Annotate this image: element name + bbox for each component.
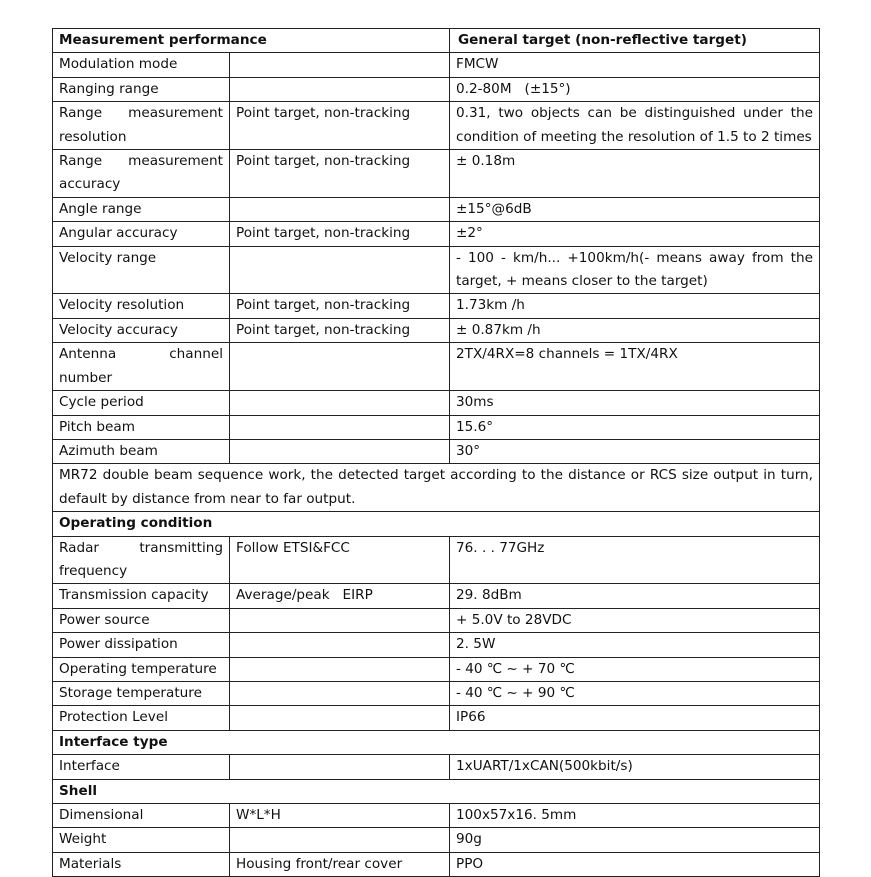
note-row (53, 464, 820, 512)
spec-table (52, 28, 820, 877)
value-cell: 0.31, two objects can be distinguished under the condition of meeting the resolution of 1.5 to 2 times (450, 102, 820, 150)
condition-cell: Point target, non-tracking (230, 318, 450, 342)
table-row (53, 77, 820, 101)
condition-cell: Housing front/rear cover (230, 852, 450, 876)
parameter-cell: Azimuth beam (53, 439, 230, 463)
table-row (53, 828, 820, 852)
table-row (53, 246, 820, 294)
value-cell: - 40 ℃ ~ + 70 ℃ (450, 657, 820, 681)
section-header-row (53, 779, 820, 803)
condition-cell: Follow ETSI&FCC (230, 536, 450, 584)
table-header-row (53, 29, 820, 53)
table-row (53, 681, 820, 705)
condition-cell: Point target, non-tracking (230, 102, 450, 150)
section-title: Operating condition (53, 512, 820, 536)
value-cell: ±15°@6dB (450, 197, 820, 221)
table-row (53, 608, 820, 632)
value-cell: 1xUART/1xCAN(500kbit/s) (450, 755, 820, 779)
condition-cell (230, 391, 450, 415)
value-cell: 76. . . 77GHz (450, 536, 820, 584)
value-cell: + 5.0V to 28VDC (450, 608, 820, 632)
value-cell: 30ms (450, 391, 820, 415)
value-cell: 15.6° (450, 415, 820, 439)
parameter-cell: Ranging range (53, 77, 230, 101)
table-row (53, 584, 820, 608)
table-row (53, 415, 820, 439)
parameter-cell: Cycle period (53, 391, 230, 415)
value-cell: - 100 - km/h... +100km/h(- means away from the target, + means closer to the target) (450, 246, 820, 294)
table-row (53, 536, 820, 584)
table-row (53, 53, 820, 77)
table-row (53, 222, 820, 246)
condition-cell (230, 53, 450, 77)
section-title: Interface type (53, 730, 820, 754)
parameter-cell: Protection Level (53, 706, 230, 730)
parameter-cell: Modulation mode (53, 53, 230, 77)
parameter-cell: Power source (53, 608, 230, 632)
table-row (53, 755, 820, 779)
section-header-row (53, 730, 820, 754)
parameter-cell: Operating temperature (53, 657, 230, 681)
value-cell: ± 0.87km /h (450, 318, 820, 342)
condition-cell (230, 633, 450, 657)
value-cell: 1.73km /h (450, 294, 820, 318)
header-general-target: General target (non-reflective target) (450, 29, 820, 53)
table-row (53, 706, 820, 730)
value-cell: IP66 (450, 706, 820, 730)
value-cell: 2TX/4RX=8 channels = 1TX/4RX (450, 343, 820, 391)
parameter-cell: Power dissipation (53, 633, 230, 657)
header-measurement-performance: Measurement performance (53, 29, 450, 53)
table-row (53, 343, 820, 391)
condition-cell (230, 608, 450, 632)
condition-cell (230, 755, 450, 779)
table-row (53, 294, 820, 318)
table-row (53, 852, 820, 876)
value-cell: FMCW (450, 53, 820, 77)
parameter-cell: Interface (53, 755, 230, 779)
condition-cell (230, 415, 450, 439)
condition-cell (230, 681, 450, 705)
condition-cell: Average/peak EIRP (230, 584, 450, 608)
table-row (53, 318, 820, 342)
parameter-cell: Storage temperature (53, 681, 230, 705)
condition-cell (230, 828, 450, 852)
parameter-cell: Range measurement resolution (53, 102, 230, 150)
value-cell: 100x57x16. 5mm (450, 804, 820, 828)
table-row (53, 150, 820, 198)
value-cell: ± 0.18m (450, 150, 820, 198)
section-header-row (53, 512, 820, 536)
value-cell: - 40 ℃ ~ + 90 ℃ (450, 681, 820, 705)
condition-cell (230, 706, 450, 730)
condition-cell (230, 439, 450, 463)
table-row (53, 439, 820, 463)
value-cell: 29. 8dBm (450, 584, 820, 608)
parameter-cell: Dimensional (53, 804, 230, 828)
condition-cell: W*L*H (230, 804, 450, 828)
parameter-cell: Radar transmitting frequency (53, 536, 230, 584)
table-row (53, 391, 820, 415)
value-cell: 2. 5W (450, 633, 820, 657)
parameter-cell: Transmission capacity (53, 584, 230, 608)
parameter-cell: Velocity range (53, 246, 230, 294)
note-cell: MR72 double beam sequence work, the detected target according to the distance or RCS size output in turn, default by distance from near to far output. (53, 464, 820, 512)
value-cell: 30° (450, 439, 820, 463)
parameter-cell: Range measurement accuracy (53, 150, 230, 198)
value-cell: PPO (450, 852, 820, 876)
parameter-cell: Angular accuracy (53, 222, 230, 246)
condition-cell (230, 197, 450, 221)
parameter-cell: Materials (53, 852, 230, 876)
table-row (53, 657, 820, 681)
value-cell: 90g (450, 828, 820, 852)
value-cell: 0.2-80M (±15°) (450, 77, 820, 101)
section-title: Shell (53, 779, 820, 803)
parameter-cell: Velocity resolution (53, 294, 230, 318)
condition-cell: Point target, non-tracking (230, 222, 450, 246)
value-cell: ±2° (450, 222, 820, 246)
condition-cell (230, 77, 450, 101)
condition-cell: Point target, non-tracking (230, 294, 450, 318)
table-row (53, 197, 820, 221)
condition-cell (230, 246, 450, 294)
parameter-cell: Pitch beam (53, 415, 230, 439)
table-row (53, 102, 820, 150)
condition-cell: Point target, non-tracking (230, 150, 450, 198)
parameter-cell: Angle range (53, 197, 230, 221)
parameter-cell: Velocity accuracy (53, 318, 230, 342)
condition-cell (230, 343, 450, 391)
parameter-cell: Weight (53, 828, 230, 852)
condition-cell (230, 657, 450, 681)
parameter-cell: Antenna channel number (53, 343, 230, 391)
table-row (53, 804, 820, 828)
table-row (53, 633, 820, 657)
